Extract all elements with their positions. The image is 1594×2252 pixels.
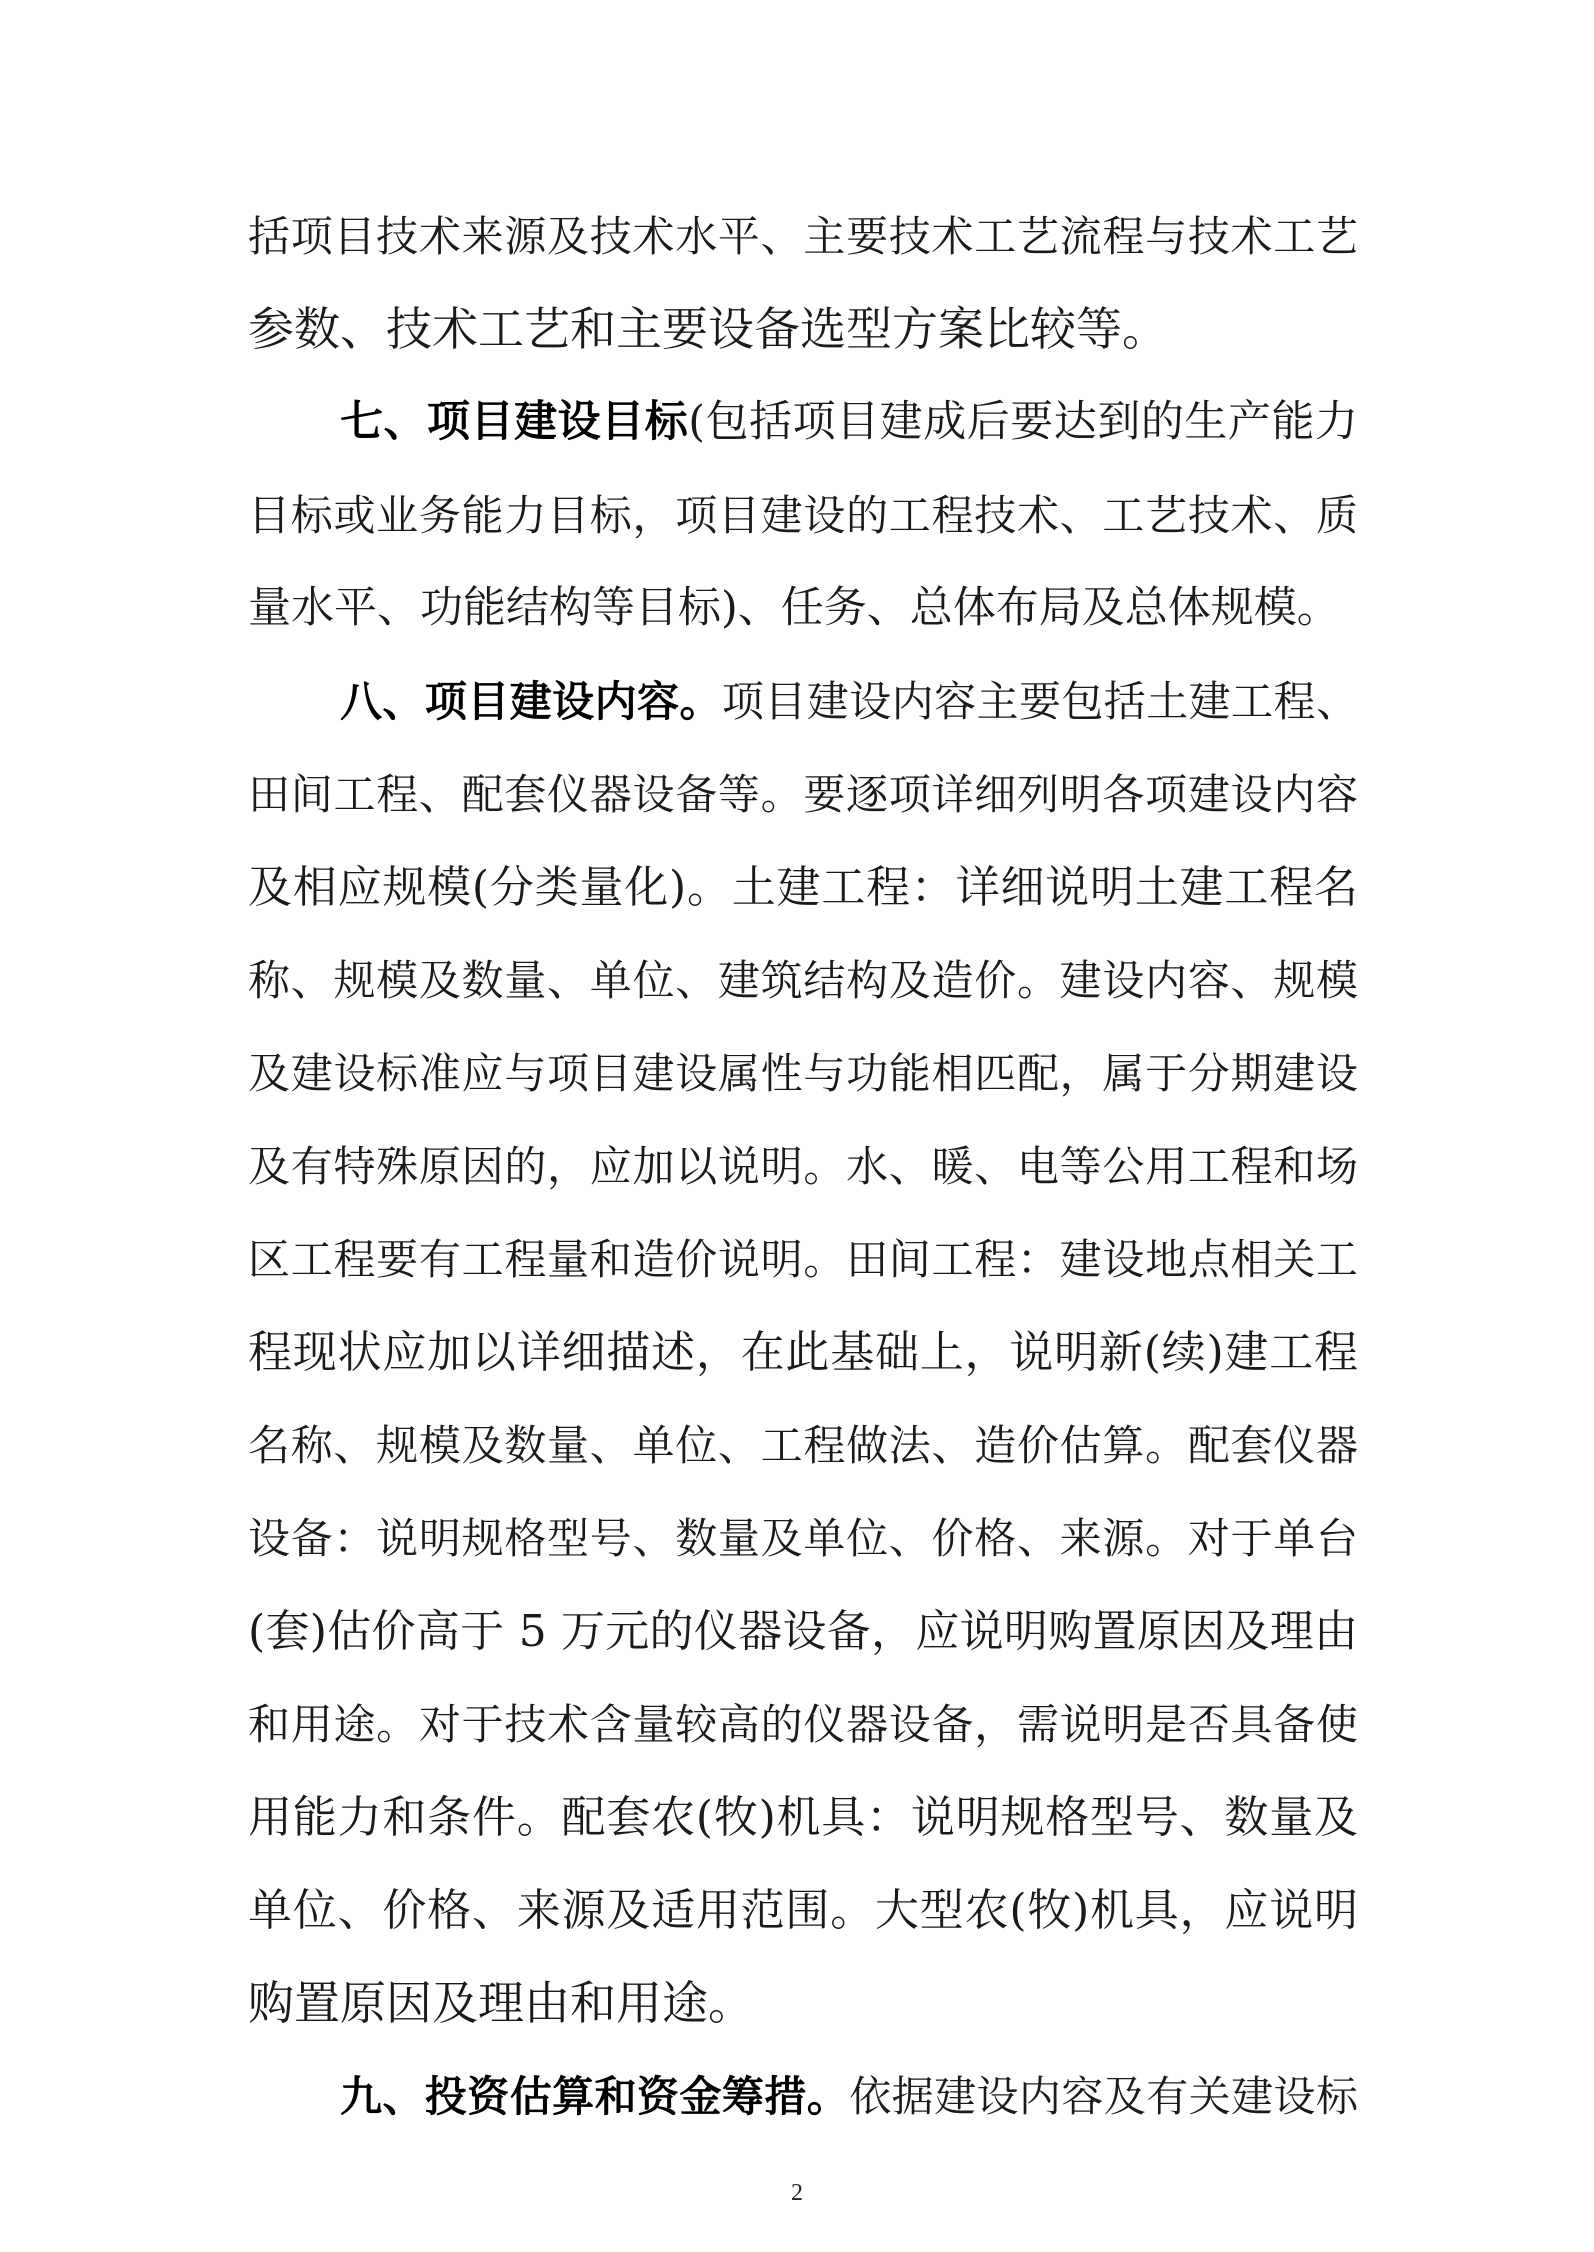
section-8-heading-line [340,655,1358,748]
section-heading: 七、项目建设目标 [340,397,689,447]
text-line-9 [248,934,1358,1027]
line-text: 田间工程、配套仪器设备等。要逐项详细列明各项建设内容 [248,770,1358,819]
section-7-heading-line [340,376,1358,469]
text-line-16 [248,1585,1358,1678]
text-line-19 [248,1864,1358,1957]
text-line-15 [248,1492,1358,1585]
line-text: 购置原因及理由和用途。 [248,1976,754,2030]
text-line-8 [248,841,1358,934]
text-line-4 [248,469,1358,562]
text-line-5 [248,562,1358,655]
line-text: 和用途。对于技术含量较高的仪器设备，需说明是否具备使 [248,1700,1358,1749]
line-text: 用能力和条件。配套农(牧)机具：说明规格型号、数量及 [248,1792,1358,1843]
line-text: 区工程要有工程量和造价说明。田间工程：建设地点相关工 [248,1235,1358,1284]
text-line-2 [248,283,1358,376]
line-text: 单位、价格、来源及适用范围。大型农(牧)机具，应说明 [248,1885,1358,1936]
line-text: 项目建设内容主要包括土建工程、 [721,677,1358,726]
text-line-17 [248,1678,1358,1771]
text-line-1 [248,190,1358,283]
text-line-7 [248,748,1358,841]
section-9-heading-line [340,2050,1358,2143]
line-text: 程现状应加以详细描述，在此基础上，说明新(续)建工程 [248,1327,1358,1378]
section-heading: 八、项目建设内容。 [340,677,722,726]
line-text: 目标或业务能力目标，项目建设的工程技术、工艺技术、质 [248,491,1358,540]
text-line-11 [248,1120,1358,1213]
line-text: 及建设标准应与项目建设属性与功能相匹配，属于分期建设 [248,1049,1358,1098]
line-text: 及有特殊原因的，应加以说明。水、暖、电等公用工程和场 [248,1142,1358,1191]
line-text: 依据建设内容及有关建设标 [849,2072,1358,2121]
text-line-20 [248,1957,1358,2050]
line-text: (套)估价高于 5 万元的仪器设备，应说明购置原因及理由 [248,1606,1358,1657]
line-text: 设备：说明规格型号、数量及单位、价格、来源。对于单台 [248,1514,1358,1563]
text-line-13 [248,1306,1358,1399]
page-number: 2 [791,2180,803,2206]
line-text: 参数、技术工艺和主要设备选型方案比较等。 [248,302,1168,356]
line-text: (包括项目建成后要达到的生产能力 [688,397,1358,447]
line-text: 括项目技术来源及技术水平、主要技术工艺流程与技术工艺 [248,212,1358,261]
text-line-14 [248,1399,1358,1492]
section-heading: 九、投资估算和资金筹措。 [340,2072,850,2121]
text-line-18 [248,1771,1358,1864]
text-line-10 [248,1027,1358,1120]
line-text: 及相应规模(分类量化)。土建工程：详细说明土建工程名 [248,862,1358,913]
line-text: 名称、规模及数量、单位、工程做法、造价估算。配套仪器 [248,1421,1358,1470]
line-text: 称、规模及数量、单位、建筑结构及造价。建设内容、规模 [248,956,1358,1005]
line-text: 量水平、功能结构等目标)、任务、总体布局及总体规模。 [248,583,1340,633]
text-line-12 [248,1213,1358,1306]
